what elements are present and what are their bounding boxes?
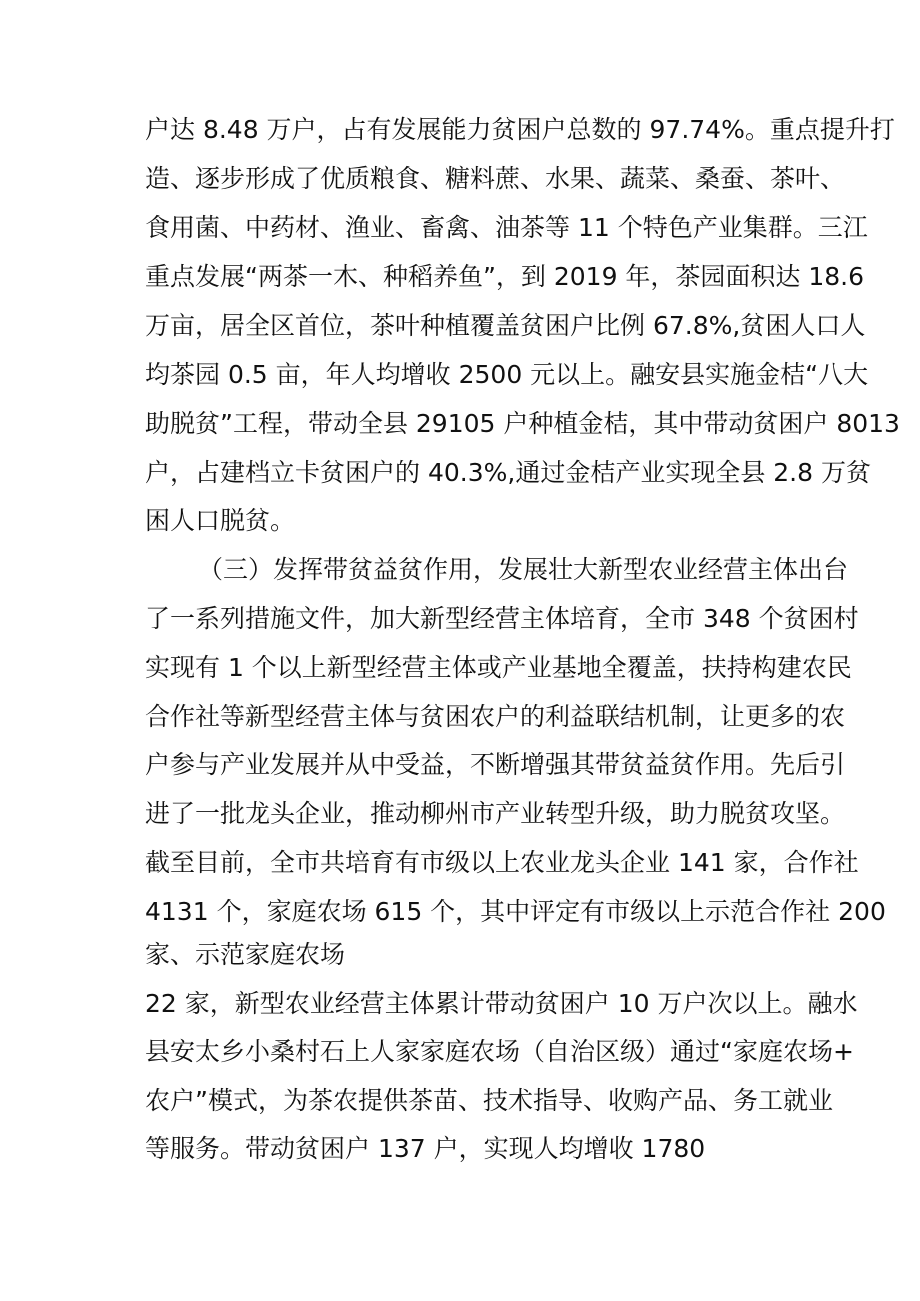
text-line: 等服务。带动贫困户 137 户，实现人均增收 1780 (145, 1134, 706, 1163)
text-line: 合作社等新型经营主体与贫困农户的利益联结机制，让更多的农 (145, 702, 846, 731)
text-line: 重点发展“两茶一木、种稻养鱼”，到 2019 年，茶园面积达 18.6 (145, 262, 865, 291)
text-line: 万亩，居全区首位，茶叶种植覆盖贫困户比例 67.8%,贫困人口人 (145, 311, 866, 340)
text-line: 户，占建档立卡贫困户的 40.3%,通过金桔产业实现全县 2.8 万贫 (145, 458, 871, 487)
text-line: 实现有 1 个以上新型经营主体或产业基地全覆盖，扶持构建农民 (145, 653, 852, 682)
text-line: 食用菌、中药材、渔业、畜禽、油茶等 11 个特色产业集群。三江 (145, 213, 868, 242)
text-line: 户参与产业发展并从中受益，不断增强其带贫益贫作用。先后引 (145, 750, 846, 779)
text-line: 4131 个，家庭农场 615 个，其中评定有市级以上示范合作社 200 (145, 897, 886, 926)
text-line: 22 家，新型农业经营主体累计带动贫困户 10 万户次以上。融水 (145, 989, 858, 1018)
text-line: 困人口脱贫。 (145, 506, 296, 535)
text-line: 县安太乡小桑村石上人家家庭农场（自治区级）通过“家庭农场+ (145, 1037, 854, 1066)
section-heading-line: （三）发挥带贫益贫作用，发展壮大新型农业经营主体出台 (198, 555, 849, 584)
text-line: 助脱贫”工程，带动全县 29105 户种植金桔，其中带动贫困户 8013 (145, 409, 900, 438)
text-line: 造、逐步形成了优质粮食、糖料蔗、水果、蔬菜、桑蚕、茶叶、 (145, 164, 846, 193)
text-line: 截至目前，全市共培育有市级以上农业龙头企业 141 家，合作社 (145, 848, 859, 877)
text-line: 了一系列措施文件，加大新型经营主体培育，全市 348 个贫困村 (145, 604, 859, 633)
text-line: 家、示范家庭农场 (145, 940, 346, 969)
text-line: 户达 8.48 万户，占有发展能力贫困户总数的 97.74%。重点提升打 (145, 115, 895, 144)
text-line: 均茶园 0.5 亩，年人均增收 2500 元以上。融安县实施金桔“八大 (145, 360, 869, 389)
text-line: 农户”模式，为茶农提供茶苗、技术指导、收购产品、务工就业 (145, 1086, 833, 1115)
text-line: 进了一批龙头企业，推动柳州市产业转型升级，助力脱贫攻坚。 (145, 799, 846, 828)
